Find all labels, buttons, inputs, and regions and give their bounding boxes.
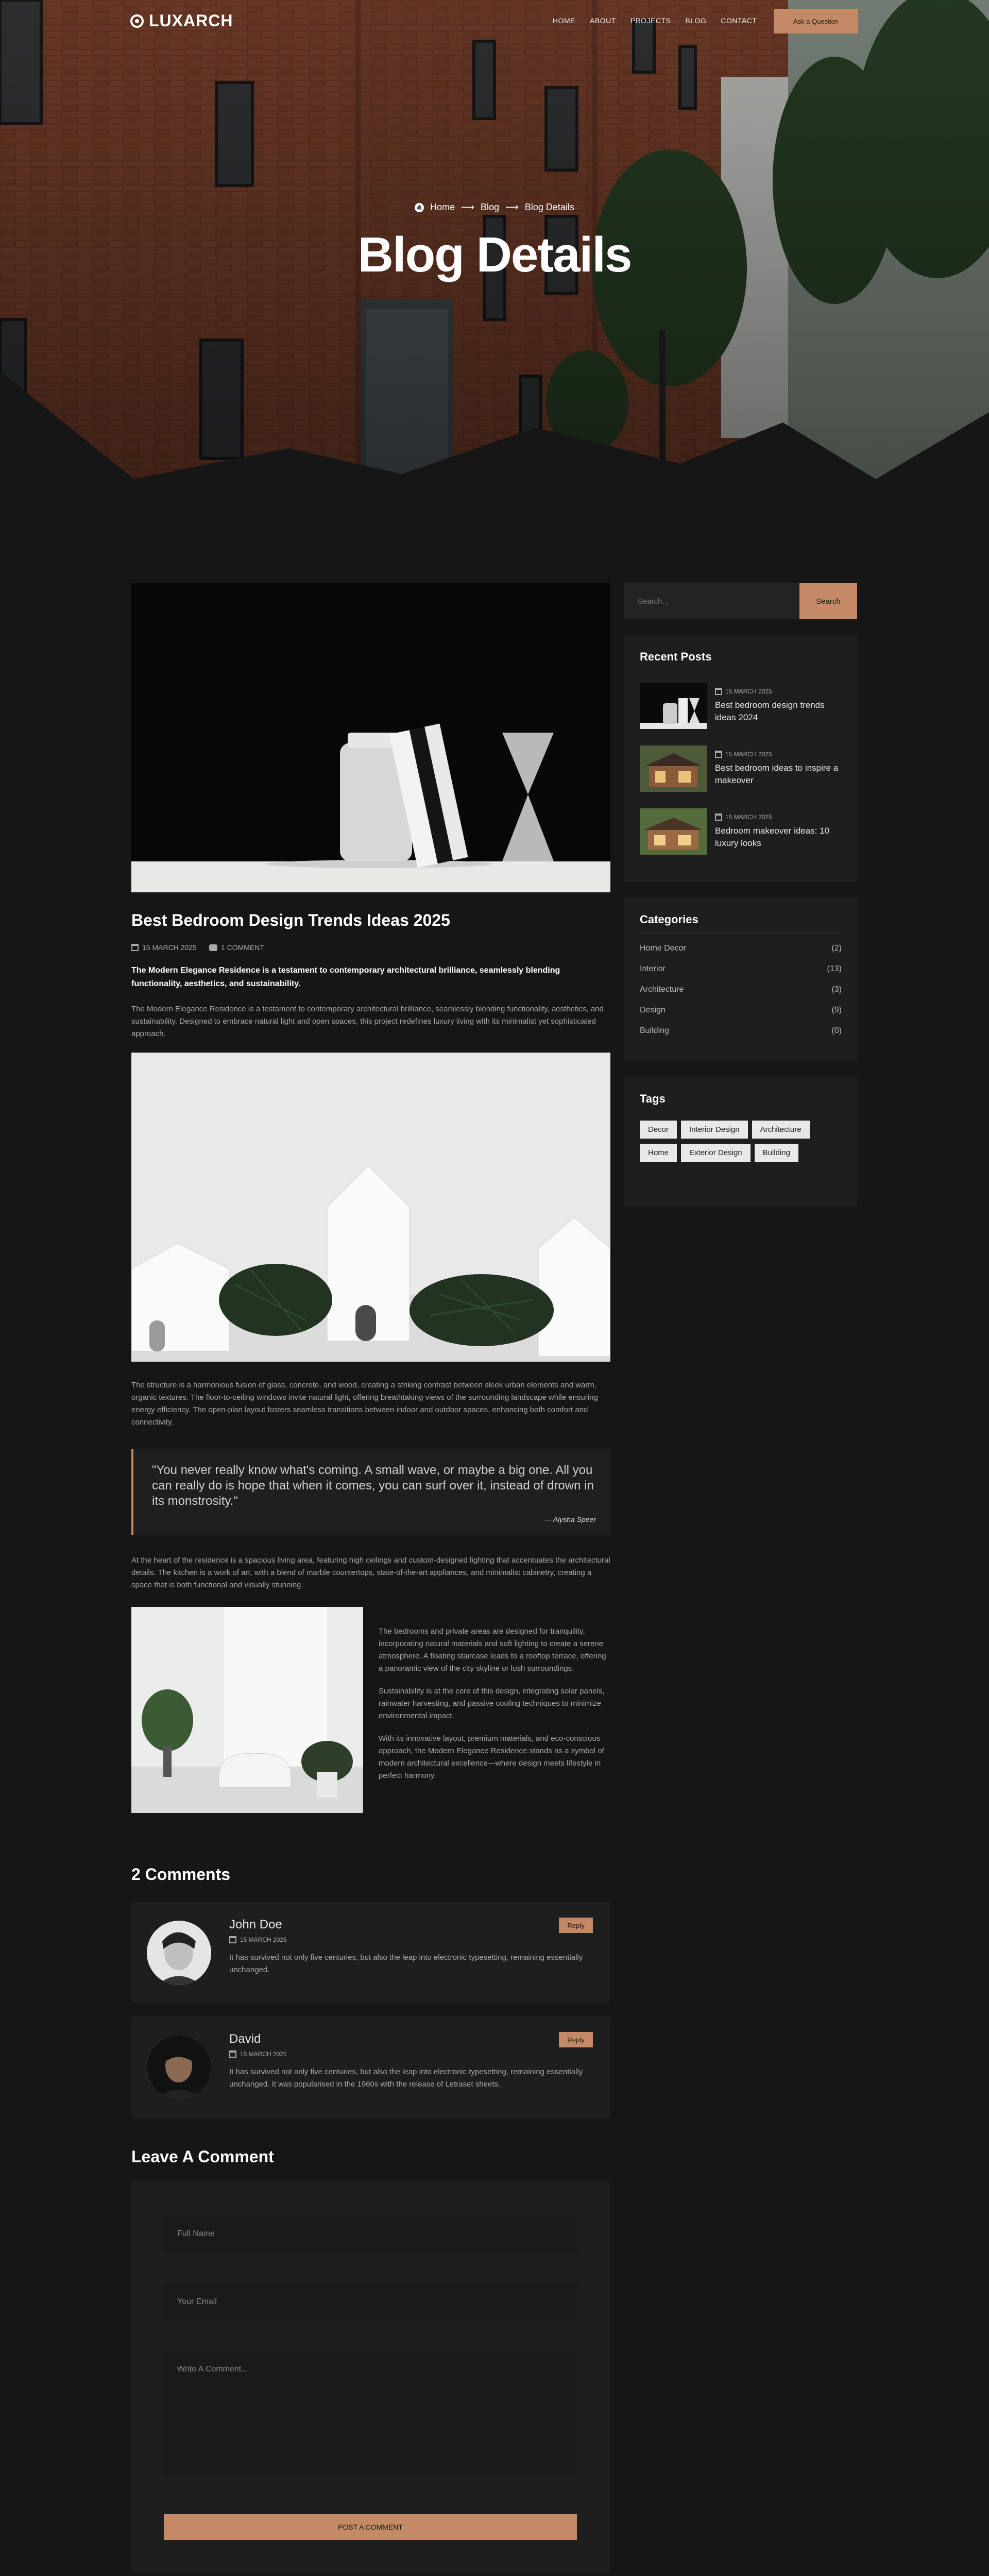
calendar-icon	[715, 814, 722, 821]
search-button[interactable]: Search	[799, 583, 857, 619]
tag-home[interactable]: Home	[640, 1144, 677, 1162]
post-meta	[131, 943, 610, 952]
post-paragraph: Sustainability is at the core of this design, integrating solar panels, rainwater harvesting, and passive cooling techniques to minimize environmental impact.	[379, 1687, 605, 1720]
main-menu	[553, 16, 757, 25]
category-item[interactable]	[640, 959, 842, 979]
post-comment-count[interactable]: 1 COMMENT	[220, 943, 264, 952]
calendar-icon	[131, 944, 139, 951]
comment-author: David	[229, 2032, 261, 2046]
calendar-icon	[229, 2050, 236, 2058]
comment-date: 15 MARCH 2025	[240, 1936, 287, 1943]
arrow-icon: ⟶	[461, 202, 474, 212]
logo[interactable]	[130, 11, 233, 30]
search-widget	[624, 583, 857, 619]
post-paragraph: At the heart of the residence is a spacious living area, featuring high ceilings and custom-designed lighting that accentuates the architectural details. The kitchen is a work of art, with a blend of marble countertops, state-of-the-art appliances, and minimalist cabinetry, creating a space that is both functional and visually stunning.	[131, 1556, 610, 1589]
nav-projects[interactable]: PROJECTS	[630, 16, 671, 25]
recent-post-title[interactable]: Best bedroom design trends ideas 2024	[715, 700, 825, 722]
post-lead: The Modern Elegance Residence is a testament to contemporary architectural brilliance, seamlessly blending functionality, aesthetics, and sustainability.	[131, 966, 560, 988]
calendar-icon	[229, 1936, 236, 1943]
calendar-icon	[715, 688, 722, 695]
comment-textarea[interactable]: Write A Comment...	[164, 2352, 577, 2474]
tags-title: Tags	[640, 1092, 666, 1105]
tag-exterior-design[interactable]: Exterior Design	[681, 1144, 751, 1162]
search-input[interactable]	[624, 583, 799, 619]
post-date: 15 MARCH 2025	[142, 943, 197, 952]
category-name: Design	[640, 1006, 666, 1014]
article-image-interior	[131, 1607, 363, 1813]
post-comment-button[interactable]: POST A COMMENT	[164, 2514, 577, 2540]
recent-post-thumbnail	[640, 808, 707, 855]
logo-icon	[130, 14, 144, 28]
page-title: Blog Details	[357, 227, 632, 282]
category-name: Building	[640, 1026, 669, 1035]
recent-post-thumbnail	[640, 683, 707, 729]
recent-post-date: 15 MARCH 2025	[725, 814, 772, 821]
category-count: (0)	[831, 1026, 842, 1035]
recent-posts-title: Recent Posts	[640, 650, 712, 663]
reply-button[interactable]: Reply	[559, 1918, 593, 1933]
tag-architecture[interactable]: Architecture	[752, 1121, 810, 1139]
breadcrumb-current: Blog Details	[524, 202, 574, 212]
article-image-houses	[131, 1053, 610, 1362]
category-count: (9)	[831, 1006, 842, 1014]
category-item[interactable]	[640, 1021, 842, 1041]
recent-post-title[interactable]: Best bedroom ideas to inspire a makeover	[715, 763, 839, 785]
calendar-icon	[715, 751, 722, 758]
category-count: (2)	[831, 944, 842, 953]
tag-interior-design[interactable]: Interior Design	[681, 1121, 748, 1139]
reply-button[interactable]: Reply	[559, 2032, 593, 2047]
arrow-icon: ⟶	[505, 202, 519, 212]
tags-widget	[624, 1077, 857, 1206]
comment-text: It has survived not only five centuries, but also the leap into electronic typesetting, remaining essentially unchanged. It was popularised in the 1960s with the release of Letraset sheets.	[229, 2067, 583, 2089]
comment-text: It has survived not only five centuries, but also the leap into electronic typesetting, remaining essentially unchanged.	[229, 1953, 583, 1974]
navbar	[0, 0, 989, 41]
comment-icon	[209, 944, 217, 951]
categories-widget	[624, 897, 857, 1061]
comment-date: 15 MARCH 2025	[240, 2050, 287, 2058]
post-title: Best Bedroom Design Trends Ideas 2025	[131, 911, 450, 929]
comment-item	[131, 2016, 610, 2117]
category-count: (13)	[827, 964, 842, 973]
recent-posts-widget	[624, 635, 857, 882]
category-name: Interior	[640, 964, 666, 973]
avatar	[147, 1921, 211, 1985]
post-paragraph: The Modern Elegance Residence is a testament to contemporary architectural brilliance, seamlessly blending functionality, aesthetics, and sustainability. Designed to embrace natural light and open spaces, this project redefines luxury living with its minimalist yet sophisticated approach.	[131, 1005, 604, 1038]
category-name: Home Decor	[640, 944, 686, 953]
leave-comment-heading: Leave A Comment	[131, 2147, 274, 2166]
tag-building[interactable]: Building	[755, 1144, 798, 1162]
recent-post-date: 15 MARCH 2025	[725, 688, 772, 695]
email-input[interactable]: Your Email	[164, 2283, 577, 2320]
comment-item	[131, 1902, 610, 2003]
recent-post-date: 15 MARCH 2025	[725, 751, 772, 758]
breadcrumb-blog[interactable]: Blog	[480, 202, 499, 212]
quote-text: "You never really know what's coming. A small wave, or maybe a big one. All you can really do is hope that when it comes, you can surf over it, instead of drown in its monstrosity."	[152, 1463, 594, 1508]
avatar	[147, 2035, 211, 2099]
category-item[interactable]	[640, 1000, 842, 1021]
logo-text: LUXARCH	[149, 11, 233, 30]
blog-article	[131, 583, 610, 1813]
blockquote	[131, 1449, 610, 1535]
nav-about[interactable]: ABOUT	[590, 16, 616, 25]
tag-decor[interactable]: Decor	[640, 1121, 677, 1139]
post-paragraph: The structure is a harmonious fusion of glass, concrete, and wood, creating a striking contrast between sleek urban elements and warm, organic textures. The floor-to-ceiling windows invite natural light, offering breathtaking views of the surrounding landscape while ensuring energy efficiency. The open-plan layout fosters seamless transitions between indoor and outdoor spaces, enhancing both comfort and connectivity.	[131, 1381, 598, 1427]
category-item[interactable]	[640, 979, 842, 1000]
home-icon	[415, 203, 424, 212]
category-item[interactable]	[640, 938, 842, 959]
breadcrumb	[0, 202, 989, 213]
nav-blog[interactable]: BLOG	[685, 16, 707, 25]
recent-post[interactable]	[640, 683, 842, 729]
nav-home[interactable]: HOME	[553, 16, 575, 25]
post-paragraph: The bedrooms and private areas are designed for tranquility, incorporating natural materials and soft lighting to create a serene atmosphere. A floating staircase leads to a rooftop terrace, offering a panoramic view of the city skyline or lush surroundings.	[379, 1627, 606, 1673]
breadcrumb-home[interactable]: Home	[430, 202, 455, 212]
hero-banner	[0, 0, 989, 495]
recent-post[interactable]	[640, 808, 842, 855]
recent-post-thumbnail	[640, 745, 707, 792]
comment-author: John Doe	[229, 1918, 282, 1931]
nav-contact[interactable]: CONTACT	[721, 16, 757, 25]
full-name-input[interactable]: Full Name	[164, 2215, 577, 2252]
quote-author: — Alysha Speer	[544, 1515, 596, 1523]
comments-heading: 2 Comments	[131, 1865, 231, 1884]
post-paragraph: With its innovative layout, premium materials, and eco-conscious approach, the Modern Elegance Residence stands as a symbol of modern architectural excellence—where design meets lifestyle in perfect harmony.	[379, 1734, 604, 1780]
category-name: Architecture	[640, 985, 684, 994]
category-count: (3)	[831, 985, 842, 994]
recent-post[interactable]	[640, 745, 842, 792]
featured-image	[131, 583, 610, 892]
categories-title: Categories	[640, 913, 698, 926]
ask-question-button[interactable]: Ask a Question	[774, 9, 858, 33]
recent-post-title[interactable]: Bedroom makeover ideas: 10 luxury looks	[715, 826, 830, 848]
